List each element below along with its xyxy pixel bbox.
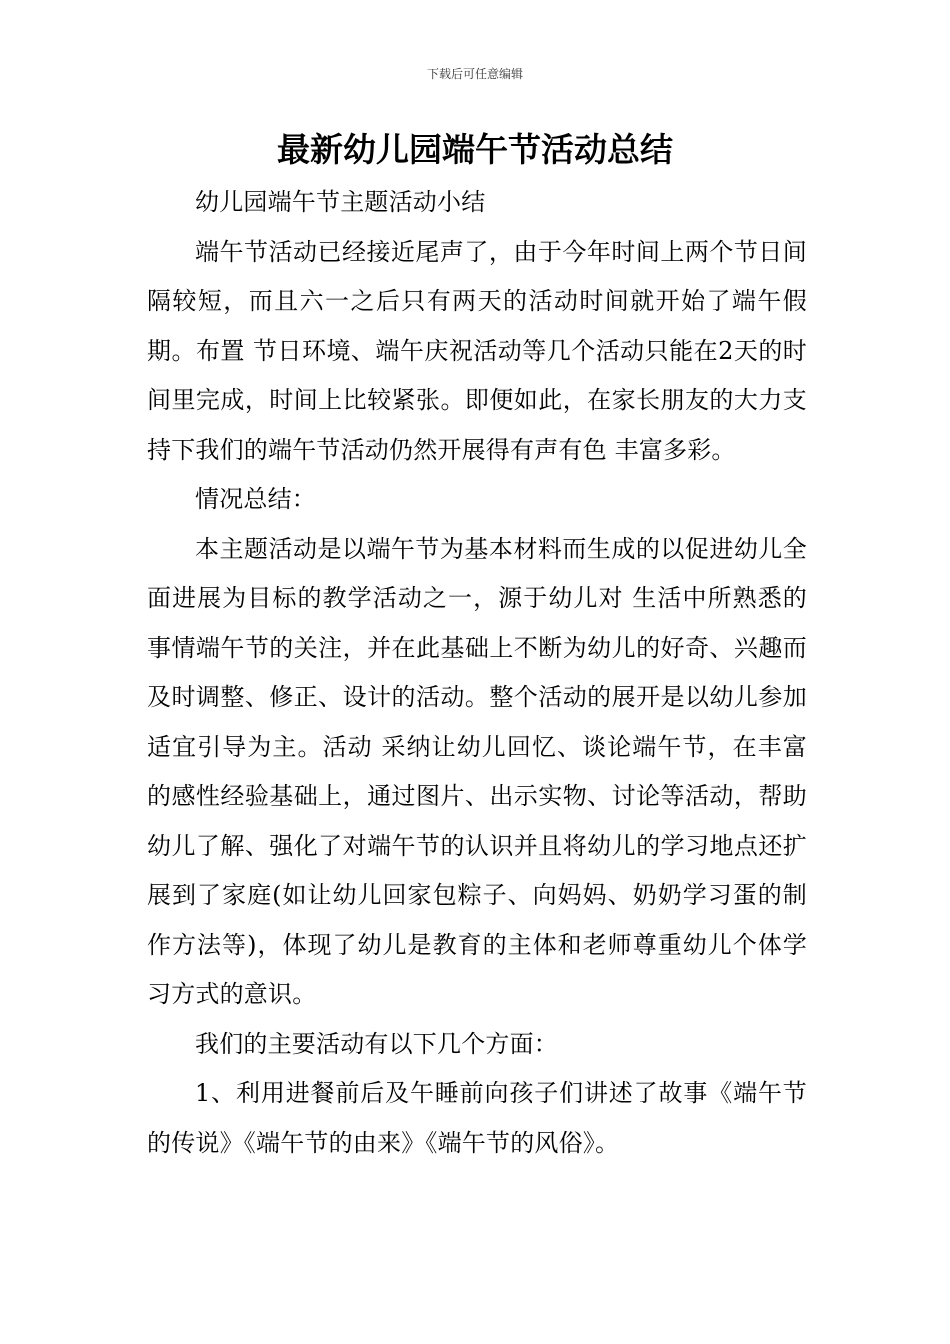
paragraph-activity-1: 1、利用进餐前后及午睡前向孩子们讲述了故事《端午节的传说》《端午节的由来》《端午节的风俗》。 (147, 1079, 807, 1157)
header-note: 下载后可任意编辑 (426, 67, 523, 81)
paragraph-intro: 端午节活动已经接近尾声了，由于今年时间上两个节日间隔较短，而且六一之后只有两天的活动时间就开始了端午假期。布置 节日环境、端午庆祝活动等几个活动只能在2天的时间里完成，时间上比较紧张。即便如此，在家长朋友的大力支持下我们的端午节活动仍然开展得有声有色 丰富多彩。 (147, 237, 807, 464)
paragraph-activities-heading: 我们的主要活动有以下几个方面： (195, 1029, 558, 1058)
page-title: 最新幼儿园端午节活动总结 (277, 130, 673, 169)
paragraph-subtitle: 幼儿园端午节主题活动小结 (195, 188, 486, 216)
paragraph-summary-heading: 情况总结： (195, 485, 316, 513)
document-body (147, 178, 807, 1168)
paragraph-summary: 本主题活动是以端午节为基本材料而生成的以促进幼儿全面进展为目标的教学活动之一，源于幼儿对 生活中所熟悉的事情端午节的关注，并在此基础上不断为幼儿的好奇、兴趣而及时调整、修正、设计的活动。整个活动的展开是以幼儿参加适宜引导为主。活动 采纳让幼儿回忆、谈论端午节，在丰富的感性经验基础上，通过图片、出示实物、讨论等活动，帮助幼儿了解、强化了对端午节的认识并且将幼儿的学习地点还扩 展到了家庭(如让幼儿回家包粽子、向妈妈、奶奶学习蛋的制作方法等)，体现了幼儿是教育的主体和老师尊重幼儿个体学习方式的意识。 (147, 534, 807, 1008)
